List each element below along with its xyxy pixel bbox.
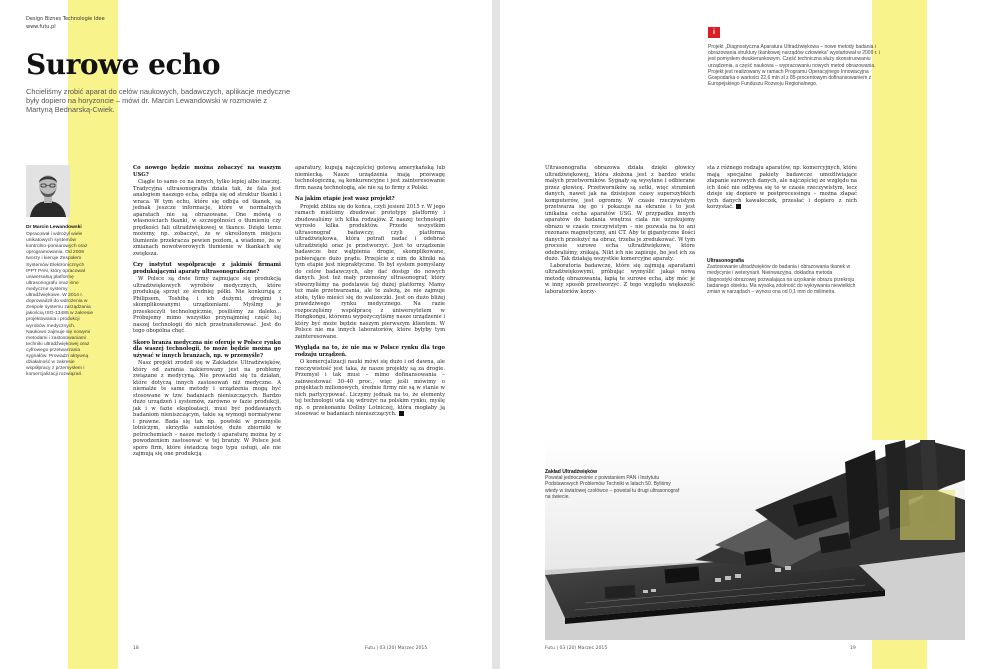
author-name: Dr Marcin Lewandowski bbox=[26, 225, 82, 230]
header-tagline: Design Biznes Technologie Idee bbox=[26, 16, 105, 22]
caption-title: Zakład Ultradźwięków bbox=[545, 469, 597, 475]
definition-title: Ultrasonografia bbox=[707, 258, 744, 264]
interview-paragraph: Nasz projekt zrodził się w Zakładzie Ultradźwięków, który od zarania nakierowany jest na problemy związane z medycyną. Nie prowadzi się tu działań, które dotyczą innych zastosowań niż medyczne. A niemalże te same metody i urządzenia mogą być stosowane w tzw. badaniach nieniszczących. Bardzo dużo urządzeń i systemów, zarówno w fazie produkcji, jak i w fazie eksploatacji, musi być poddawanych badaniom nieniszczącym, takie są wymogi normatywne i prawne. Bada się tak np. powłoki w przemyśle lotniczym, skrzydła samolotów, duże zbiorniki w petrochemiach – nasze metody i aparaturę można by z powodzeniem zastosować w tej branży. W Polsce jest sporo firm, które świadczą tego typu usługi, ale nie zajmują się one produkcją bbox=[133, 360, 281, 457]
text-column-3 bbox=[545, 165, 695, 295]
definition-text: Zastosowanie ultradźwięków do badania i obrazowania tkanek w medycynie i weterynarii. Nieinwazyjna, dokładna metoda diagnostyki obrazowej pozwalająca na uzyskanie obrazu przekroju badanego obiektu. Ma wysoką zdolność do wykrywania niewielkich zmian w narządach – wynosi ona od 0,1 mm do milimetra. bbox=[707, 264, 856, 296]
interview-paragraph: O komercjalizacji nauki mówi się dużo i od dawna, ale rzeczywistość jest taka, że nasze projekty są za drogie. Przemysł i tak musi – mimo dofinansowania – zainwestować 30–40 proc., więc jeśli mówimy o projektach milionowych, średnie firmy nie są w stanie w nich partycypować. Liczymy jednak na to, że elementy tej technologii uda się wdrożyć na polskim rynku, myślę np. o przekonaniu Doliny Lotniczej, która mogłaby ją stosować w badaniach nieniszczących. bbox=[295, 359, 445, 417]
article-title: Surowe echo bbox=[26, 48, 221, 81]
interview-paragraph: sta z różnego rodzaju aparatów, np. komercyjnych, które mają specjalne pakiety badawcze umożliwiające złapanie surowych danych, ale najczęściej ze względu na ich ilość nie odbywa się to w czasie rzeczywistym, lecz dzieje się dopiero w postprocessingu – można złapać tych danych kawałeczek, przesłać i dopiero z nich korzystać. bbox=[707, 165, 857, 210]
header-url[interactable]: www.futu.pl bbox=[26, 24, 56, 30]
interview-paragraph: Ciągle to samo co na innych, tylko lepiej albo inaczej. Tradycyjna ultrasonografia działa tak, że fala jest analogiem naszego echa, odbija się od struktur tkanki i wraca. W tym echu, które się odbija od tkanek, są jednak jeszcze informacje, które w normalnych aparatach nie są obrazowane. One mówią o własnościach tkanki, w szczególności o tłumieniu czy prędkości fali ultradźwiękowej w tkance. Dzięki temu możemy, np. zobaczyć, że w określonym miejscu tłumienie przekracza pewien poziom, a wiadomo, że w zmianach nowotworowych tłumienie w tkankach się zwiększa. bbox=[133, 179, 281, 257]
ultrasonography-definition-box bbox=[707, 258, 857, 295]
text-column-2 bbox=[295, 165, 445, 418]
interview-question: Czy instytut współpracuje z jakimiś firmami produkującymi aparaty ultrasonograficzne? bbox=[133, 262, 281, 275]
article-lead: Chcieliśmy zrobić aparat do celów naukowych, badawczych, aplikacje medyczne były dopiero na horyzoncie – mówi dr. Marcin Lewandowski w rozmowie z Martyną Bednarską-Cwiek. bbox=[26, 87, 291, 115]
page-number-right: 19 bbox=[850, 646, 856, 651]
issue-info-left: Futu | 03 (20) Marzec 2015 bbox=[365, 646, 428, 651]
interview-question: Wygląda na to, że nie ma w Polsce rynku dla tego rodzaju urządzeń. bbox=[295, 345, 445, 358]
project-info-text: Projekt „Diagnostyczna Aparatura Ultradźwiękowa – nowe metody badania i obrazowania struktury tkankowej narządów człowieka” wystartował w 2009 r. i jest pomysłem dwukierunkowym. Część techniczna służy skonstruowaniu urządzenia, a część naukowa – wypracowaniu nowych metod obrazowania. Projekt jest realizowany w ramach Programu Operacyjnego Innowacyjna Gospodarka o wartości 22,6 mln zł z 85-procentowym dofinansowaniem z Europejskiego Funduszu Rozwoju Regionalnego. bbox=[708, 44, 881, 88]
info-badge: i bbox=[708, 27, 720, 38]
end-mark-icon bbox=[736, 204, 741, 209]
text-column-4 bbox=[707, 165, 857, 211]
text-column-1 bbox=[133, 165, 281, 458]
end-mark-icon bbox=[399, 411, 404, 416]
interview-paragraph: Projekt zbliża się do końca, czyli jesieni 2015 r. W jego ramach mieliśmy zbudować prototypy platformy i zbudowaliśmy ich kilka rodzajów. Z naszej technologii wyrosło kilka produktów. Przede wszystkim ultrasonograf badawczy, czyli platforma ultradźwiękowa, która potrafi nadać i odebrać ultradźwięki oraz je przetworzyć. Jest to urządzenie badawcze bez wątpienia drogie, skomplikowane, pobierające dużo prądu. Przejście z nim do kliniki na tym etapie jest niepraktyczne. To był system pomyślany do celów badawczych, aby dać dostęp do nowych danych. Jest też mały przenośny ultrasonograf, który stworzyliśmy na podstawie tej dużej platformy. Mamy też małe przetwarzania, ale te zależą, że nie zajmuje stołu, tylko mieści się do walizeczki. Jest on dużo bliżej prawdziwego rynku medycznego. Na razie rozpoczęliśmy współpracę z uniwersytetem w Hongkongu, któremu wypożyczyliśmy nasze urządzenie i który być może będzie naszym pierwszym klientem. W Polsce nie ma innych laboratoriów, które byłyby tym zainteresowane. bbox=[295, 203, 445, 340]
author-bio-text: Opracował i wdrożył wiele unikatowych systemów kontrolno-pomiarowych oraz oprogramowania. Od 2009 tworzy i kieruje Zespołem Systemów Elektronicznych IPPT PAN, który opracował uniwersalną platformę ultrasonografu oraz inne medyczne systemy ultradźwiękowe. W 2014 r. doprowadził do wdrożenia w Zespole systemu zarządzania jakością ISO-13485 w zakresie projektowania i produkcji wyrobów medycznych. Naukowo zajmuje się nowymi metodami i zastosowaniami techniki ultradźwiękowej oraz cyfrowego przetwarzania sygnałów. Prowadzi aktywną działalność w zakresie współpracy z przemysłem i komercjalizacji rozwiązań. bbox=[26, 232, 94, 378]
interview-paragraph: Ultrasonografia obrazowa działa dzięki głowicy ultradźwiękowej, która złożona jest z bardzo wielu małych przetworników. Sygnały są wysyłane i odbierane przez głowicę. Przetworników są setki, więc strumień danych, nawet jak na dzisiejsze czasy superszybkich komputerów, jest ogromny. W czasie rzeczywistym przetwarza się go i pokazuje na ekranie i to jest unikalna cecha aparatów USG. W przypadku innych aparatów do badania wnętrza ciała nie uzyskujemy obrazu w czasie rzeczywistym – nie pozwala na to ani rezonans magnetyczny, ani CT. Aby te gigantyczne ilości danych przełożyć na obraz, trzeba je zredukować. W tym procesie surowe echa ultradźwiękowe, które odebraliśmy, znikają. Nikt ich nie zapisuje, bo jest ich za dużo. Tak działają wszystkie komercyjne aparaty. bbox=[545, 165, 695, 262]
author-bio bbox=[26, 225, 96, 378]
interview-paragraph: aparatury, kupują najczęściej gotową amerykańską lub niemiecką. Nasze urządzenia mają przewagę technologiczną, są konkurencyjne i jest zainteresowanie firm naszą technologią, ale nie są to firmy z Polski. bbox=[295, 165, 445, 191]
portrait-photo bbox=[26, 165, 70, 217]
photo-caption bbox=[545, 469, 680, 500]
interview-question: Na jakim etapie jest wasz projekt? bbox=[295, 196, 395, 202]
issue-info-right: Futu | 03 (20) Marzec 2015 bbox=[545, 646, 608, 651]
interview-paragraph: W Polsce są dwie firmy zajmujące się produkcją ultradźwiękowych wyrobów medycznych, które produkują sprzęt ze średniej półki. Nie konkurują z Philipsem, Toshibą i ich dużymi, drogimi i skomplikowanymi urządzeniami. Myślmy je przeskoczyli technologicznie, posiliśmy za daleko... Próbujemy mimo wszystko przynajmniej część tej naszej technologii do nich przetransferować. Jest do tego obopólna chęć. bbox=[133, 276, 281, 334]
caption-text: Powstał jednocześnie z powstaniem PAN i Instytutu Podstawowych Problemów Techniki w latach 50. Byliśmy wtedy w światowej czołówce – powstał tu drugi ultrasonograf na świecie. bbox=[545, 475, 680, 500]
interview-question: Skoro branża medyczna nie oferuje w Polsce rynku dla waszej technologii, to może będzie można go używać w innych branżach, np. w przemyśle? bbox=[133, 339, 281, 359]
page-number-left: 18 bbox=[133, 646, 139, 651]
author-portrait bbox=[26, 165, 70, 217]
interview-paragraph: Laboratoria badawcze, które się zajmują aparatami ultradźwiękowymi, próbując wymyślić jakąś nową metodę obrazowania, łapią te surowe echa, aby móc je w inny sposób przetworzyć. Z tego względu większość laboratoriów korzy- bbox=[545, 262, 695, 295]
interview-question: Co nowego będzie można zobaczyć na waszym USG? bbox=[133, 165, 281, 178]
